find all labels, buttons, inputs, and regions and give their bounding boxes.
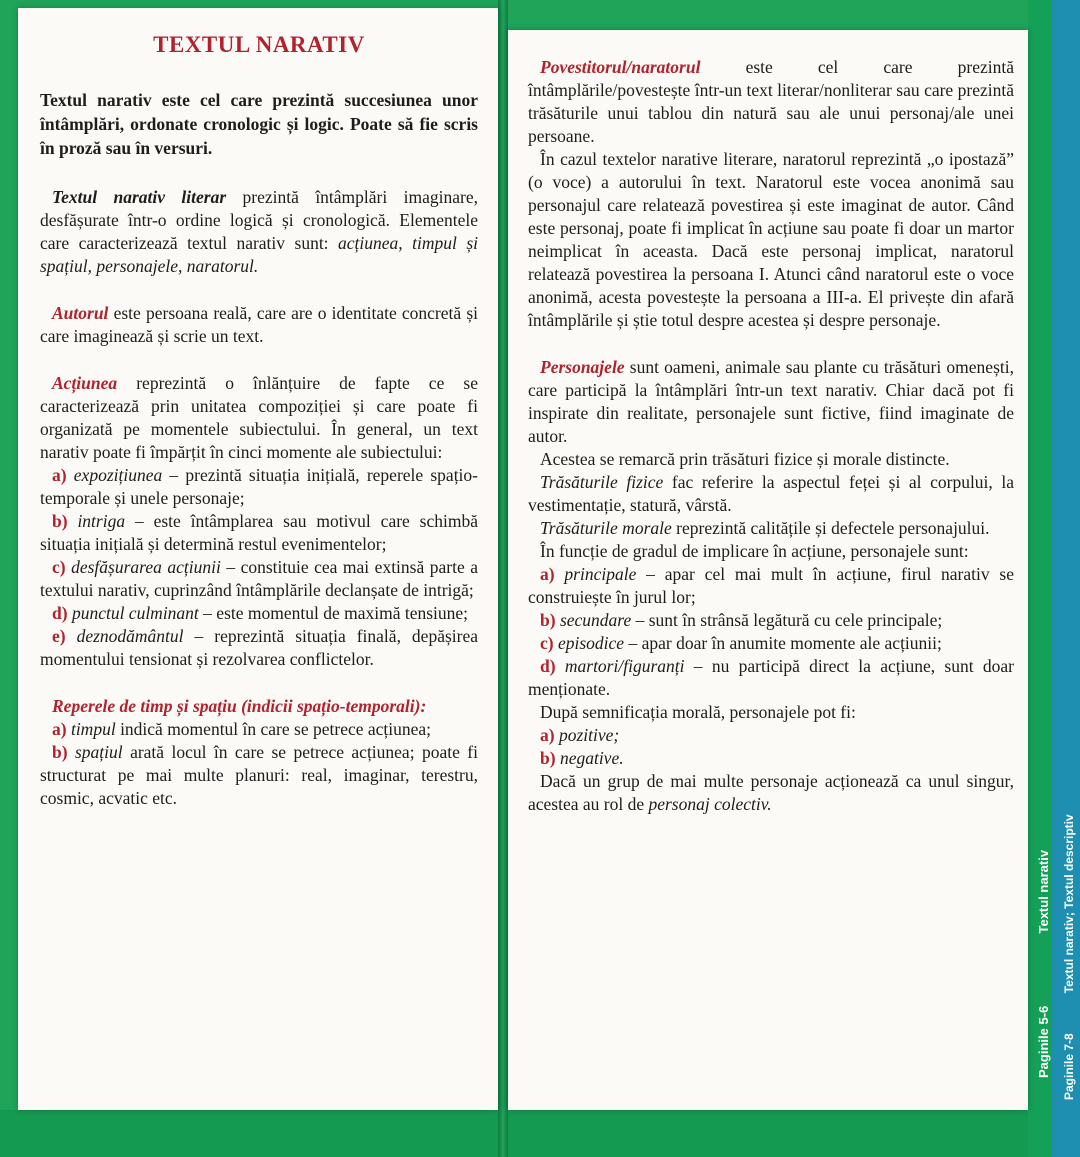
narrative-literary-paragraph: Textul narativ literar prezintă întâmplări imaginare, desfășurate într-o ordine logică și cronologică. Elementele care caracterizează textul narativ sunt: acțiunea, timpul și spațiul, personajele, naratorul.: [40, 187, 478, 276]
list-item: a) expozițiunea – prezintă situația inițială, reperele spațio-temporale și unele personaje;: [40, 465, 478, 508]
list-item: c) episodice – apar doar în anumite momente ale acțiunii;: [540, 633, 942, 653]
list-item: c) desfășurarea acțiunii – constituie cea mai extinsă parte a textului narativ, cuprinzând întâmplările declanșate de intrigă;: [40, 557, 478, 600]
involvement-paragraph: În funcție de gradul de implicare în acțiune, personajele sunt:: [540, 541, 969, 561]
characters-paragraph: Personajele sunt oameni, animale sau plante cu trăsături omenești, care participă la întâmplări într-un text narativ. Chiar dacă pot fi inspirate din realitate, personajele sunt fictive, fiind imaginate de autor.: [528, 357, 1014, 446]
narrator-paragraph-2: În cazul textelor narative literare, naratorul reprezintă „o ipostază” (o voce) a autorului în text. Naratorul este vocea anonimă sau personajul care relatează povestirea și este imaginat de autor. Când este personaj, poate fi implicat în acțiune sau poate fi doar un martor neimplicat în aceasta. Dacă este personaj implicat, naratorul relatează povestirea la persoana I. Atunci când naratorul este o voce anonimă, acesta povestește la persoana a III-a. El privește din afară întâmplările și știe totul despre acestea și despre personaje.: [528, 149, 1014, 330]
list-item: a) timpul indică momentul în care se petrece acțiunea;: [52, 719, 432, 739]
characters-section: [528, 356, 1014, 816]
author-paragraph: Autorul este persoana reală, care are o identitate concretă și care imaginează și scrie un text.: [40, 303, 478, 346]
tab-pages-5-6: Paginile 5-6 Textul narativ: [1036, 849, 1051, 1078]
list-item: b) secundare – sunt în strânsă legătură cu cele principale;: [540, 610, 943, 630]
book-spine: [498, 0, 508, 1157]
narrator-paragraph: Povestitorul/naratorul este cel care prezintă întâmplările/povestește într-un text literar/nonliterar sau care prezintă trăsăturile unui tablou din natură sau ale unui personaj/ale unei persoane.: [528, 57, 1014, 146]
action-paragraph: Acțiunea reprezintă o înlănțuire de fapte ce se caracterizează prin unitatea compoziției și care poate fi organizată pe momentele subiectului. În general, un text narativ poate fi împărțit în cinci momente ale subiectului:: [40, 373, 478, 462]
list-item: a) principale – apar cel mai mult în acțiune, firul narativ se construiește în jurul lor;: [528, 564, 1014, 607]
list-item: a) pozitive;: [540, 725, 620, 745]
action-section: [40, 372, 478, 671]
time-space-heading: Reperele de timp și spațiu (indicii spațio-temporali):: [52, 696, 427, 716]
narrator-section: [528, 56, 1014, 332]
moral-traits-paragraph: Trăsăturile morale reprezintă calitățile și defectele personajului.: [540, 518, 990, 538]
traits-paragraph: Acestea se remarcă prin trăsături fizice și morale distincte.: [540, 449, 950, 469]
cover-bottom-band: [0, 1110, 1080, 1157]
list-item: d) punctul culminant – este momentul de maximă tensiune;: [52, 603, 469, 623]
tab-pages-7-8: Paginile 7-8 Textul narativ; Textul descriptiv: [1062, 814, 1076, 1100]
page-title: TEXTUL NARATIV: [153, 32, 365, 57]
list-item: b) intriga – este întâmplarea sau motivul care schimbă situația inițială și determină restul evenimentelor;: [40, 511, 478, 554]
list-item: e) deznodământul – reprezintă situația finală, depășirea momentului tensionat și rezolvarea conflictelor.: [40, 626, 478, 669]
left-page: [18, 8, 498, 1110]
right-page: [508, 30, 1028, 1110]
list-item: b) negative.: [540, 748, 624, 768]
collective-character-paragraph: Dacă un grup de mai multe personaje acționează ca unul singur, acestea au rol de personaj colectiv.: [528, 771, 1014, 814]
time-space-section: [40, 695, 478, 810]
moral-meaning-paragraph: După semnificația morală, personajele pot fi:: [540, 702, 856, 722]
list-item: b) spațiul arată locul în care se petrece acțiunea; poate fi structurat pe mai multe planuri: real, imaginar, terestru, cosmic, acvatic etc.: [40, 742, 478, 808]
list-item: d) martori/figuranți – nu participă direct la acțiune, sunt doar menționate.: [528, 656, 1015, 699]
physical-traits-paragraph: Trăsăturile fizice fac referire la aspectul feței și al corpului, la vestimentație, statură, vârstă.: [528, 472, 1015, 515]
intro-paragraph: Textul narativ este cel care prezintă succesiunea unor întâmplări, ordonate cronologic și logic. Poate să fie scris în proză sau în versuri.: [40, 90, 478, 158]
